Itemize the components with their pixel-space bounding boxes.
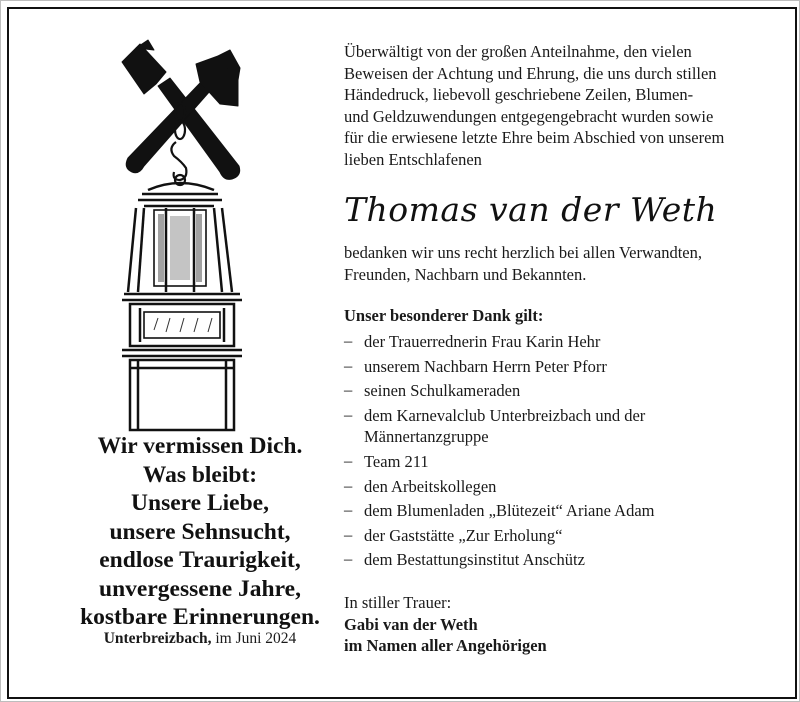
list-item-text: der Trauerrednerin Frau Karin Hehr — [364, 332, 601, 351]
list-dash: – — [344, 475, 353, 495]
intro-line: und Geldzuwendungen entgegengebracht wurden sowie — [344, 106, 714, 126]
quote-line: unvergessene Jahre, — [99, 575, 301, 602]
quote-line: unsere Sehnsucht, — [109, 518, 291, 545]
list-item — [344, 331, 784, 353]
list-item — [344, 356, 784, 378]
list-item-text: seinen Schulkameraden — [364, 381, 521, 401]
list-item — [344, 451, 784, 473]
list-item-text-continued: Männertanzgruppe — [364, 427, 489, 447]
quote-line: kostbare Erinnerungen. — [80, 604, 320, 630]
intro-line: Überwältigt von der großen Anteilnahme, den vielen — [344, 42, 692, 61]
list-item-text: den Arbeitskollegen — [364, 476, 497, 496]
place-and-date — [40, 630, 360, 648]
signature-block — [344, 592, 547, 657]
list-item-text: der Gaststätte „Zur Erholung“ — [364, 525, 563, 545]
intro-text — [344, 41, 774, 171]
list-dash: – — [344, 500, 353, 520]
signature-relatives: im Namen aller Angehörigen — [344, 636, 547, 656]
list-item — [344, 405, 784, 448]
quote-line: Unsere Liebe, — [131, 490, 269, 516]
thanks-text — [344, 242, 702, 285]
quote-line: Was bleibt: — [142, 461, 258, 488]
memorial-quote — [30, 432, 370, 632]
list-item — [344, 500, 784, 522]
list-item — [344, 525, 784, 547]
place: Unterbreizbach, — [103, 630, 212, 647]
list-dash: – — [344, 355, 353, 375]
list-item-text: Team 211 — [364, 451, 429, 471]
list-dash: – — [344, 380, 353, 400]
quote-line: endlose Traurigkeit, — [99, 547, 301, 573]
thanks-list — [344, 331, 784, 571]
signature-name: Gabi van der Weth — [344, 614, 478, 634]
list-dash: – — [344, 450, 353, 470]
intro-line: Händedruck, liebevoll geschriebene Zeilen, Blumen- — [344, 85, 694, 105]
intro-line: lieben Entschlafenen — [344, 149, 482, 169]
hammer-and-pick-miners-lamp-icon — [114, 38, 254, 436]
intro-line: für die erwiesene letzte Ehre beim Abschied von unserem — [344, 128, 725, 148]
quote-line: Wir vermissen Dich. — [97, 433, 303, 459]
list-dash: – — [344, 404, 353, 424]
thanks-line: Freunden, Nachbarn und Bekannten. — [344, 264, 587, 284]
intro-line: Beweisen der Achtung und Ehrung, die uns durch stillen — [344, 63, 717, 83]
deceased-name: Thomas van der Weth — [344, 190, 718, 229]
list-item — [344, 380, 784, 402]
list-item-text: dem Bestattungsinstitut Anschütz — [364, 550, 585, 570]
date: im Juni 2024 — [215, 630, 297, 647]
list-item-text: dem Karnevalclub Unterbreizbach und der — [364, 405, 646, 425]
list-dash: – — [344, 524, 353, 544]
list-item-text: dem Blumenladen „Blütezeit“ Ariane Adam — [364, 501, 655, 521]
thanks-heading: Unser besonderer Dank gilt: — [344, 306, 544, 325]
list-item — [344, 549, 784, 571]
signature-intro: In stiller Trauer: — [344, 593, 452, 612]
list-dash: – — [344, 331, 353, 350]
list-dash: – — [344, 549, 353, 569]
list-item-text: unserem Nachbarn Herrn Peter Pforr — [364, 356, 607, 376]
thanks-line: bedanken wir uns recht herzlich bei allen Verwandten, — [344, 243, 702, 262]
list-item — [344, 476, 784, 498]
